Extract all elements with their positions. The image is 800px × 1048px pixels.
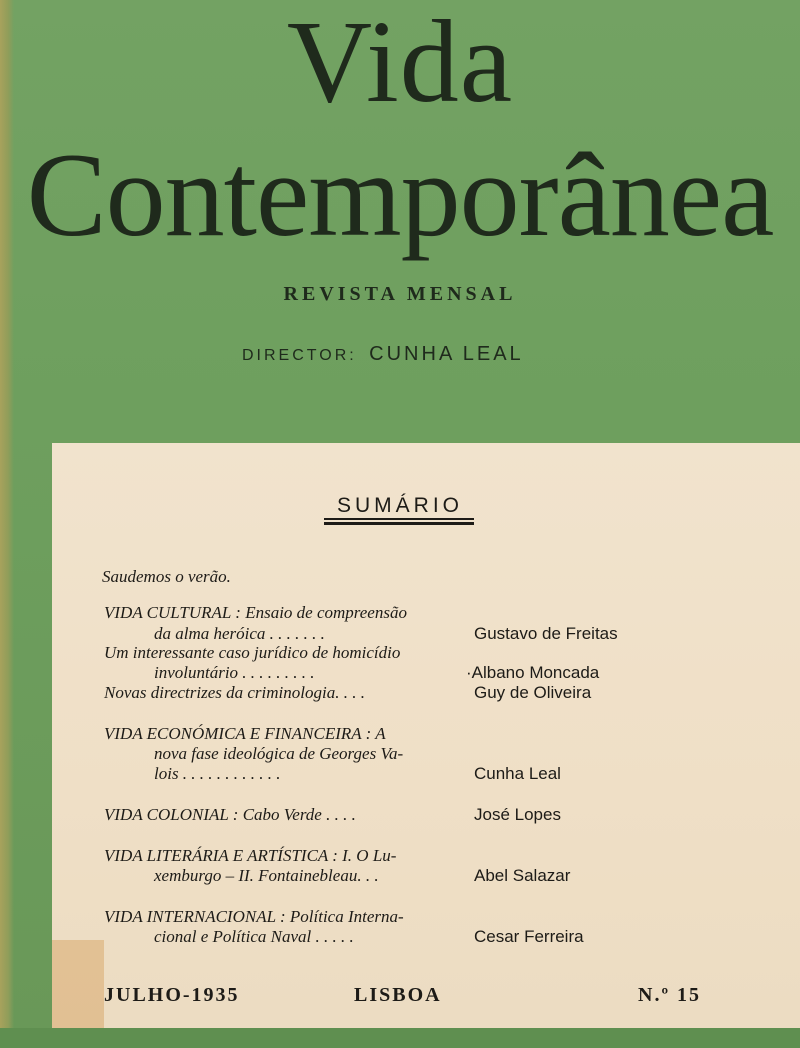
toc-line: Um interessante caso jurídico de homicídio xyxy=(104,643,401,662)
toc-line: Saudemos o verão. xyxy=(102,567,231,586)
issue-city: LISBOA xyxy=(354,984,442,1006)
toc-line: involuntário . . . . . . . . . xyxy=(154,663,315,682)
toc-author: Gustavo de Freitas xyxy=(474,624,618,643)
director-name: CUNHA LEAL xyxy=(369,343,524,365)
issue-number: N.º 15 xyxy=(638,984,702,1006)
director-label: DIRECTOR: xyxy=(242,347,357,364)
summary-heading: SUMÁRIO xyxy=(336,494,463,517)
title-line-1: Vida xyxy=(286,0,514,127)
toc-author: Cunha Leal xyxy=(474,764,561,783)
toc-author: Cesar Ferreira xyxy=(474,927,584,946)
toc-line: xemburgo – II. Fontainebleau. . . xyxy=(154,866,379,885)
toc-line: lois . . . . . . . . . . . . xyxy=(154,764,281,783)
toc-line: VIDA COLONIAL : Cabo Verde . . . . xyxy=(104,805,356,824)
toc-line: da alma heróica . . . . . . . xyxy=(154,624,325,643)
toc-line: cional e Política Naval . . . . . xyxy=(154,927,354,946)
toc-author: Guy de Oliveira xyxy=(474,683,592,702)
title-line-2: Contemporânea xyxy=(26,128,774,261)
toc-author: ·Albano Moncada xyxy=(466,663,600,682)
toc-author: José Lopes xyxy=(474,805,561,824)
subtitle: REVISTA MENSAL xyxy=(283,283,517,305)
toc-line: VIDA ECONÓMICA E FINANCEIRA : A xyxy=(104,724,386,743)
toc-line: nova fase ideológica de Georges Va- xyxy=(154,744,404,763)
toc-line: Novas directrizes da criminologia. . . . xyxy=(104,683,365,702)
toc-line: VIDA INTERNACIONAL : Política Interna- xyxy=(104,907,404,926)
toc-line: VIDA CULTURAL : Ensaio de compreensão xyxy=(104,603,407,622)
toc-line: VIDA LITERÁRIA E ARTÍSTICA : I. O Lu- xyxy=(104,846,397,865)
issue-date: JULHO-1935 xyxy=(104,984,240,1006)
toc-author: Abel Salazar xyxy=(474,866,571,885)
